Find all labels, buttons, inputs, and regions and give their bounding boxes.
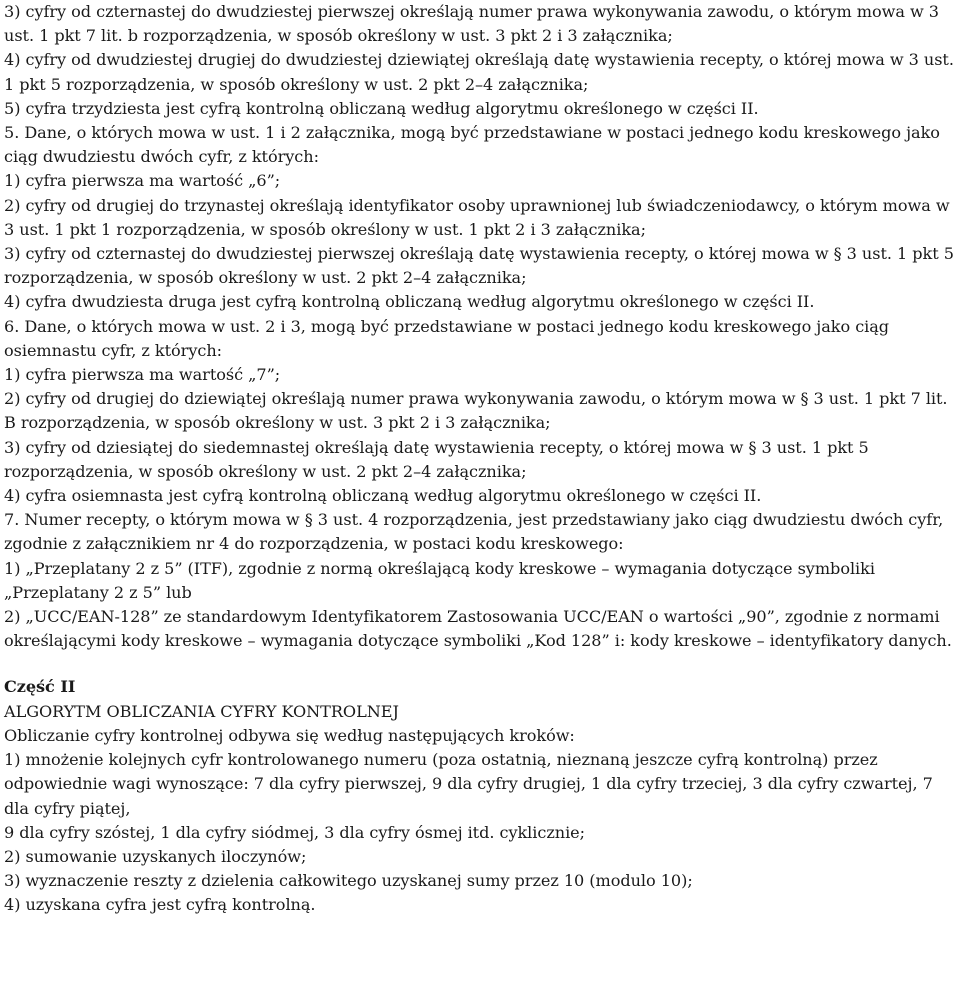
paragraph: 6. Dane, o których mowa w ust. 2 i 3, mogą być przedstawiane w postaci jednego kodu kreskowego jako ciąg osiemnastu cyfr, z których:: [4, 316, 890, 360]
paragraph: 3) cyfry od dziesiątej do siedemnastej określają datę wystawienia recepty, o której mowa w § 3 ust. 1 pkt 5 rozporządzenia, w sposób określony w ust. 2 pkt 2–4 załącznika;: [4, 437, 869, 481]
document-page: [4, 0, 956, 918]
step-item: 3) wyznaczenie reszty z dzielenia całkowitego uzyskanej sumy przez 10 (modulo 10);: [4, 871, 693, 891]
paragraph: 1) cyfra pierwsza ma wartość „7”;: [4, 365, 281, 385]
paragraph: 3) cyfry od czternastej do dwudziestej pierwszej określają datę wystawienia recepty, o której mowa w § 3 ust. 1 pkt 5 rozporządzenia, w sposób określony w ust. 2 pkt 2–4 załącznika;: [4, 244, 954, 288]
step-item: 4) uzyskana cyfra jest cyfrą kontrolną.: [4, 895, 316, 915]
paragraph: 1) „Przeplatany 2 z 5” (ITF), zgodnie z normą określającą kody kreskowe – wymagania dotyczące symboliki „Przeplatany 2 z 5” lub: [4, 558, 875, 602]
step-item: 9 dla cyfry szóstej, 1 dla cyfry siódmej, 3 dla cyfry ósmej itd. cyklicznie;: [4, 822, 586, 842]
paragraph: 3) cyfry od czternastej do dwudziestej pierwszej określają numer prawa wykonywania zawodu, o którym mowa w 3 ust. 1 pkt 7 lit. b rozporządzenia, w sposób określony w ust. 3 pkt 2 i 3 załącznika;: [4, 2, 939, 46]
paragraph: 5) cyfra trzydziesta jest cyfrą kontrolną obliczaną według algorytmu określonego w części II.: [4, 98, 759, 118]
part-intro: Obliczanie cyfry kontrolnej odbywa się według następujących kroków:: [4, 725, 575, 745]
part-heading: Część II: [4, 677, 76, 697]
paragraph: 4) cyfry od dwudziestej drugiej do dwudziestej dziewiątej określają datę wystawienia recepty, o której mowa w 3 ust. 1 pkt 5 rozporządzenia, w sposób określony w ust. 2 pkt 2–4 załącznika;: [4, 50, 954, 94]
paragraph: 4) cyfra osiemnasta jest cyfrą kontrolną obliczaną według algorytmu określonego w części II.: [4, 486, 762, 506]
paragraph: 2) „UCC/EAN-128” ze standardowym Identyfikatorem Zastosowania UCC/EAN o wartości „90”, zgodnie z normami określającymi kody kreskowe – wymagania dotyczące symboliki „Kod 128” i: kody kreskowe – identyfikatory danych.: [4, 607, 952, 651]
paragraph: 7. Numer recepty, o którym mowa w § 3 ust. 4 rozporządzenia, jest przedstawiany jako ciąg dwudziestu dwóch cyfr, zgodnie z załącznikiem nr 4 do rozporządzenia, w postaci kodu kreskowego:: [4, 510, 944, 554]
paragraph: 1) cyfra pierwsza ma wartość „6”;: [4, 171, 281, 191]
paragraph: 5. Dane, o których mowa w ust. 1 i 2 załącznika, mogą być przedstawiane w postaci jednego kodu kreskowego jako ciąg dwudziestu dwóch cyfr, z których:: [4, 123, 940, 167]
section-spacer: [4, 653, 956, 675]
step-item: 1) mnożenie kolejnych cyfr kontrolowanego numeru (poza ostatnią, nieznaną jeszcze cyfrą kontrolną) przez odpowiednie wagi wynoszące: 7 dla cyfry pierwszej, 9 dla cyfry drugiej, 1 dla cyfry trzeciej, 3 dla cyfry czwartej, 7 dla cyfry piątej,: [4, 750, 933, 818]
paragraph: 2) cyfry od drugiej do trzynastej określają identyfikator osoby uprawnionej lub świadczeniodawcy, o którym mowa w 3 ust. 1 pkt 1 rozporządzenia, w sposób określony w ust. 1 pkt 2 i 3 załącznika;: [4, 195, 950, 239]
part-title: ALGORYTM OBLICZANIA CYFRY KONTROLNEJ: [4, 701, 399, 721]
paragraph: 4) cyfra dwudziesta druga jest cyfrą kontrolną obliczaną według algorytmu określonego w części II.: [4, 292, 815, 312]
step-item: 2) sumowanie uzyskanych iloczynów;: [4, 846, 307, 866]
paragraph: 2) cyfry od drugiej do dziewiątej określają numer prawa wykonywania zawodu, o którym mowa w § 3 ust. 1 pkt 7 lit. B rozporządzenia, w sposób określony w ust. 3 pkt 2 i 3 załącznika;: [4, 389, 948, 433]
